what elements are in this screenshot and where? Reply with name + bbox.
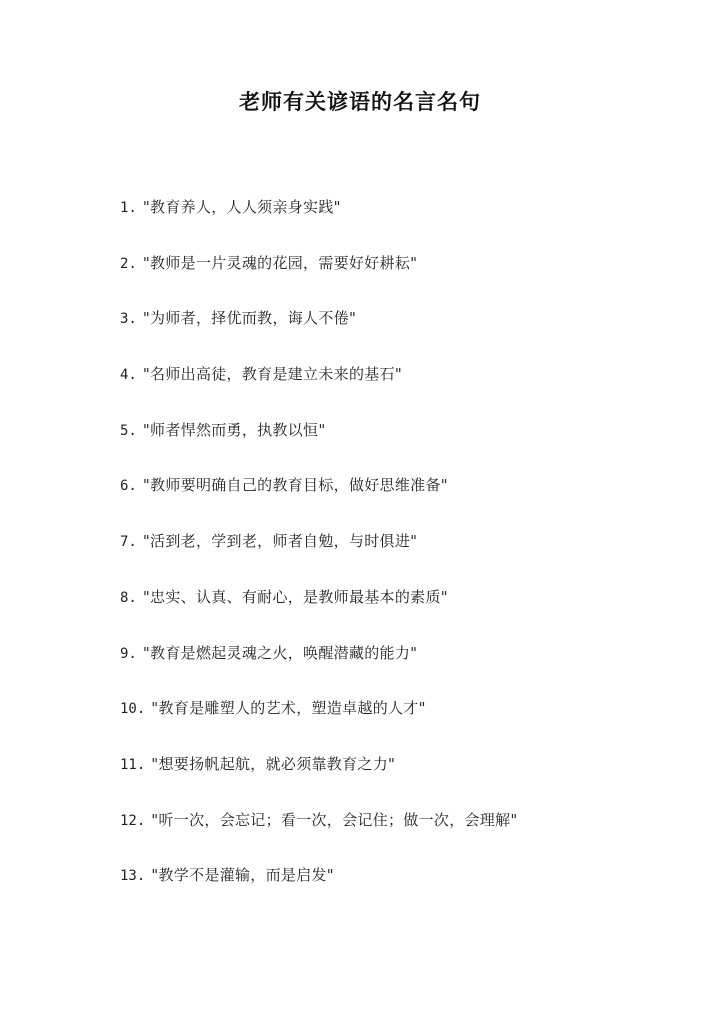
item-number: 7. <box>120 534 137 551</box>
list-item <box>120 196 680 252</box>
item-text: "教育是燃起灵魂之火，唤醒潜藏的能力" <box>142 643 418 662</box>
item-text: "听一次，会忘记；看一次，会记住；做一次，会理解" <box>151 810 518 829</box>
item-text: "忠实、认真、有耐心，是教师最基本的素质" <box>142 587 448 606</box>
list-item <box>120 697 680 753</box>
item-text: "教师要明确自己的教育目标，做好思维准备" <box>142 476 448 495</box>
quote-list <box>120 196 680 920</box>
item-number: 3. <box>120 311 137 328</box>
item-text: "名师出高徒，教育是建立未来的基石" <box>142 365 403 384</box>
item-text: "为师者，择优而教，诲人不倦" <box>142 309 357 328</box>
list-item <box>120 363 680 419</box>
list-item <box>120 474 680 530</box>
item-number: 11. <box>120 756 146 773</box>
item-number: 4. <box>120 367 137 384</box>
item-number: 5. <box>120 422 137 439</box>
list-item <box>120 530 680 586</box>
item-text: "教育养人，人人须亲身实践" <box>142 198 341 216</box>
list-item <box>120 252 680 308</box>
item-number: 12. <box>120 812 146 829</box>
item-number: 6. <box>120 478 137 495</box>
item-number: 1. <box>120 200 137 216</box>
item-number: 13. <box>120 868 146 885</box>
item-text: "教育是雕塑人的艺术，塑造卓越的人才" <box>151 699 426 718</box>
item-number: 2. <box>120 255 137 272</box>
list-item <box>120 586 680 642</box>
item-text: "活到老，学到老，师者自勉，与时俱进" <box>142 532 418 551</box>
list-item <box>120 642 680 698</box>
item-text: "师者悍然而勇，执教以恒" <box>142 420 326 439</box>
list-item <box>120 864 680 920</box>
list-item <box>120 753 680 809</box>
item-number: 10. <box>120 701 146 718</box>
list-item <box>120 419 680 475</box>
item-number: 8. <box>120 589 137 606</box>
item-text: "教师是一片灵魂的花园，需要好好耕耘" <box>142 253 418 272</box>
list-item <box>120 307 680 363</box>
item-text: "教学不是灌输，而是启发" <box>151 866 334 885</box>
item-number: 9. <box>120 645 137 662</box>
list-item <box>120 809 680 865</box>
document-title: 老师有关谚语的名言名句 <box>239 89 481 114</box>
item-text: "想要扬帆起航，就必须靠教育之力" <box>151 754 396 773</box>
